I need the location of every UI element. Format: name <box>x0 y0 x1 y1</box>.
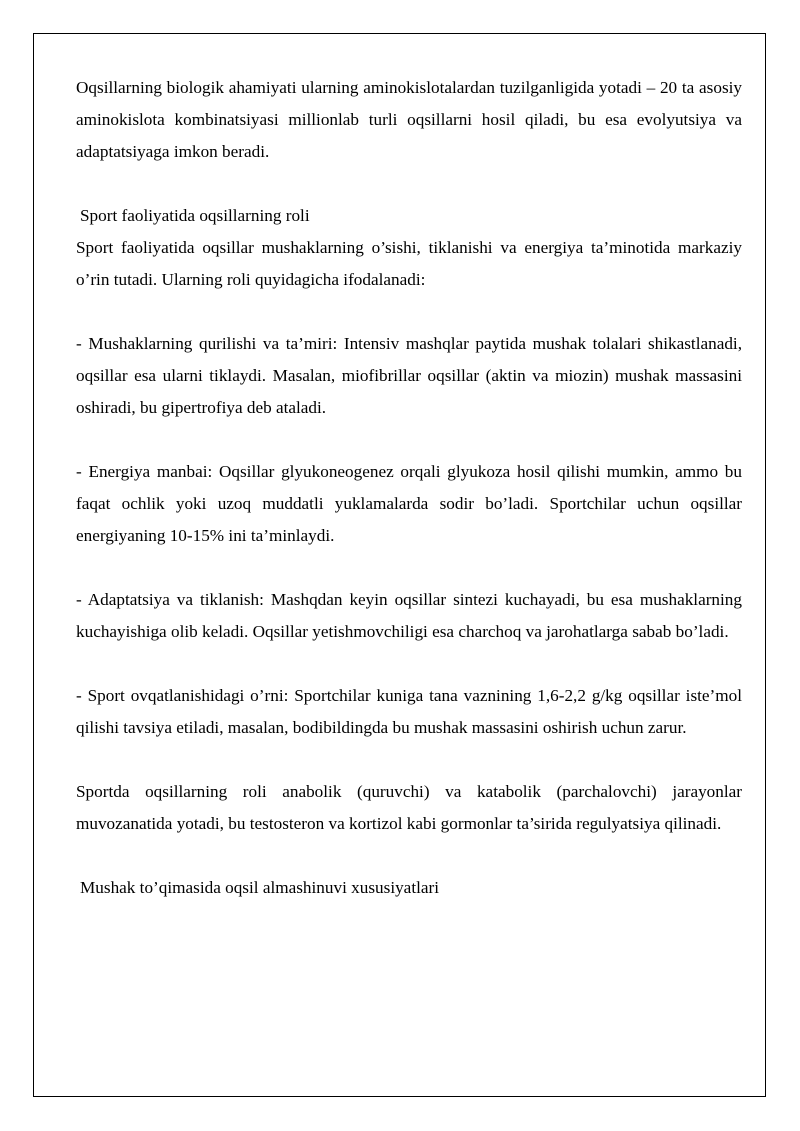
spacer <box>76 552 742 584</box>
balance-paragraph: Sportda oqsillarning roli anabolik (quruvchi) va katabolik (parchalovchi) jarayonlar muvozanatida yotadi, bu testosteron va kortizol kabi gormonlar ta’sirida regulyatsiya qilinadi. <box>76 782 742 833</box>
document-body <box>76 72 742 904</box>
spacer <box>76 168 742 200</box>
section-heading-protein-metabolism: Mushak to’qimasida oqsil almashinuvi xususiyatlari <box>80 878 439 897</box>
list-item-sport-nutrition: - Sport ovqatlanishidagi o’rni: Sportchilar kuniga tana vaznining 1,6-2,2 g/kg oqsillar iste’mol qilishi tavsiya etiladi, masalan, bodibildingda bu mushak massasini oshirish uchun zarur. <box>76 686 742 737</box>
spacer <box>76 840 742 872</box>
list-item-adaptation: - Adaptatsiya va tiklanish: Mashqdan keyin oqsillar sintezi kuchayadi, bu esa mushaklarning kuchayishiga olib keladi. Oqsillar yetishmovchiligi esa charchoq va jarohatlarga sabab bo’ladi. <box>76 590 742 641</box>
spacer <box>76 424 742 456</box>
spacer <box>76 648 742 680</box>
list-item-energy-source: - Energiya manbai: Oqsillar glyukoneogenez orqali glyukoza hosil qilishi mumkin, ammo bu faqat ochlik yoki uzoq muddatli yuklamalarda sodir bo’ladi. Sportchilar uchun oqsillar energiyaning 10-15% ini ta’minlaydi. <box>76 462 742 545</box>
sport-role-paragraph: Sport faoliyatida oqsillar mushaklarning o’sishi, tiklanishi va energiya ta’minotida markaziy o’rin tutadi. Ularning roli quyidagicha ifodalanadi: <box>76 238 742 289</box>
list-item-muscle-building: - Mushaklarning qurilishi va ta’miri: Intensiv mashqlar paytida mushak tolalari shikastlanadi, oqsillar esa ularni tiklaydi. Masalan, miofibrillar oqsillar (aktin va miozin) mushak massasini oshiradi, bu gipertrofiya deb ataladi. <box>76 334 742 417</box>
section-heading-sport-role: Sport faoliyatida oqsillarning roli <box>80 206 310 225</box>
spacer <box>76 744 742 776</box>
intro-paragraph: Oqsillarning biologik ahamiyati ularning aminokislotalardan tuzilganligida yotadi – 20 ta asosiy aminokislota kombinatsiyasi millionlab turli oqsillarni hosil qiladi, bu esa evolyutsiya va adaptatsiyaga imkon beradi. <box>76 78 742 161</box>
spacer <box>76 296 742 328</box>
